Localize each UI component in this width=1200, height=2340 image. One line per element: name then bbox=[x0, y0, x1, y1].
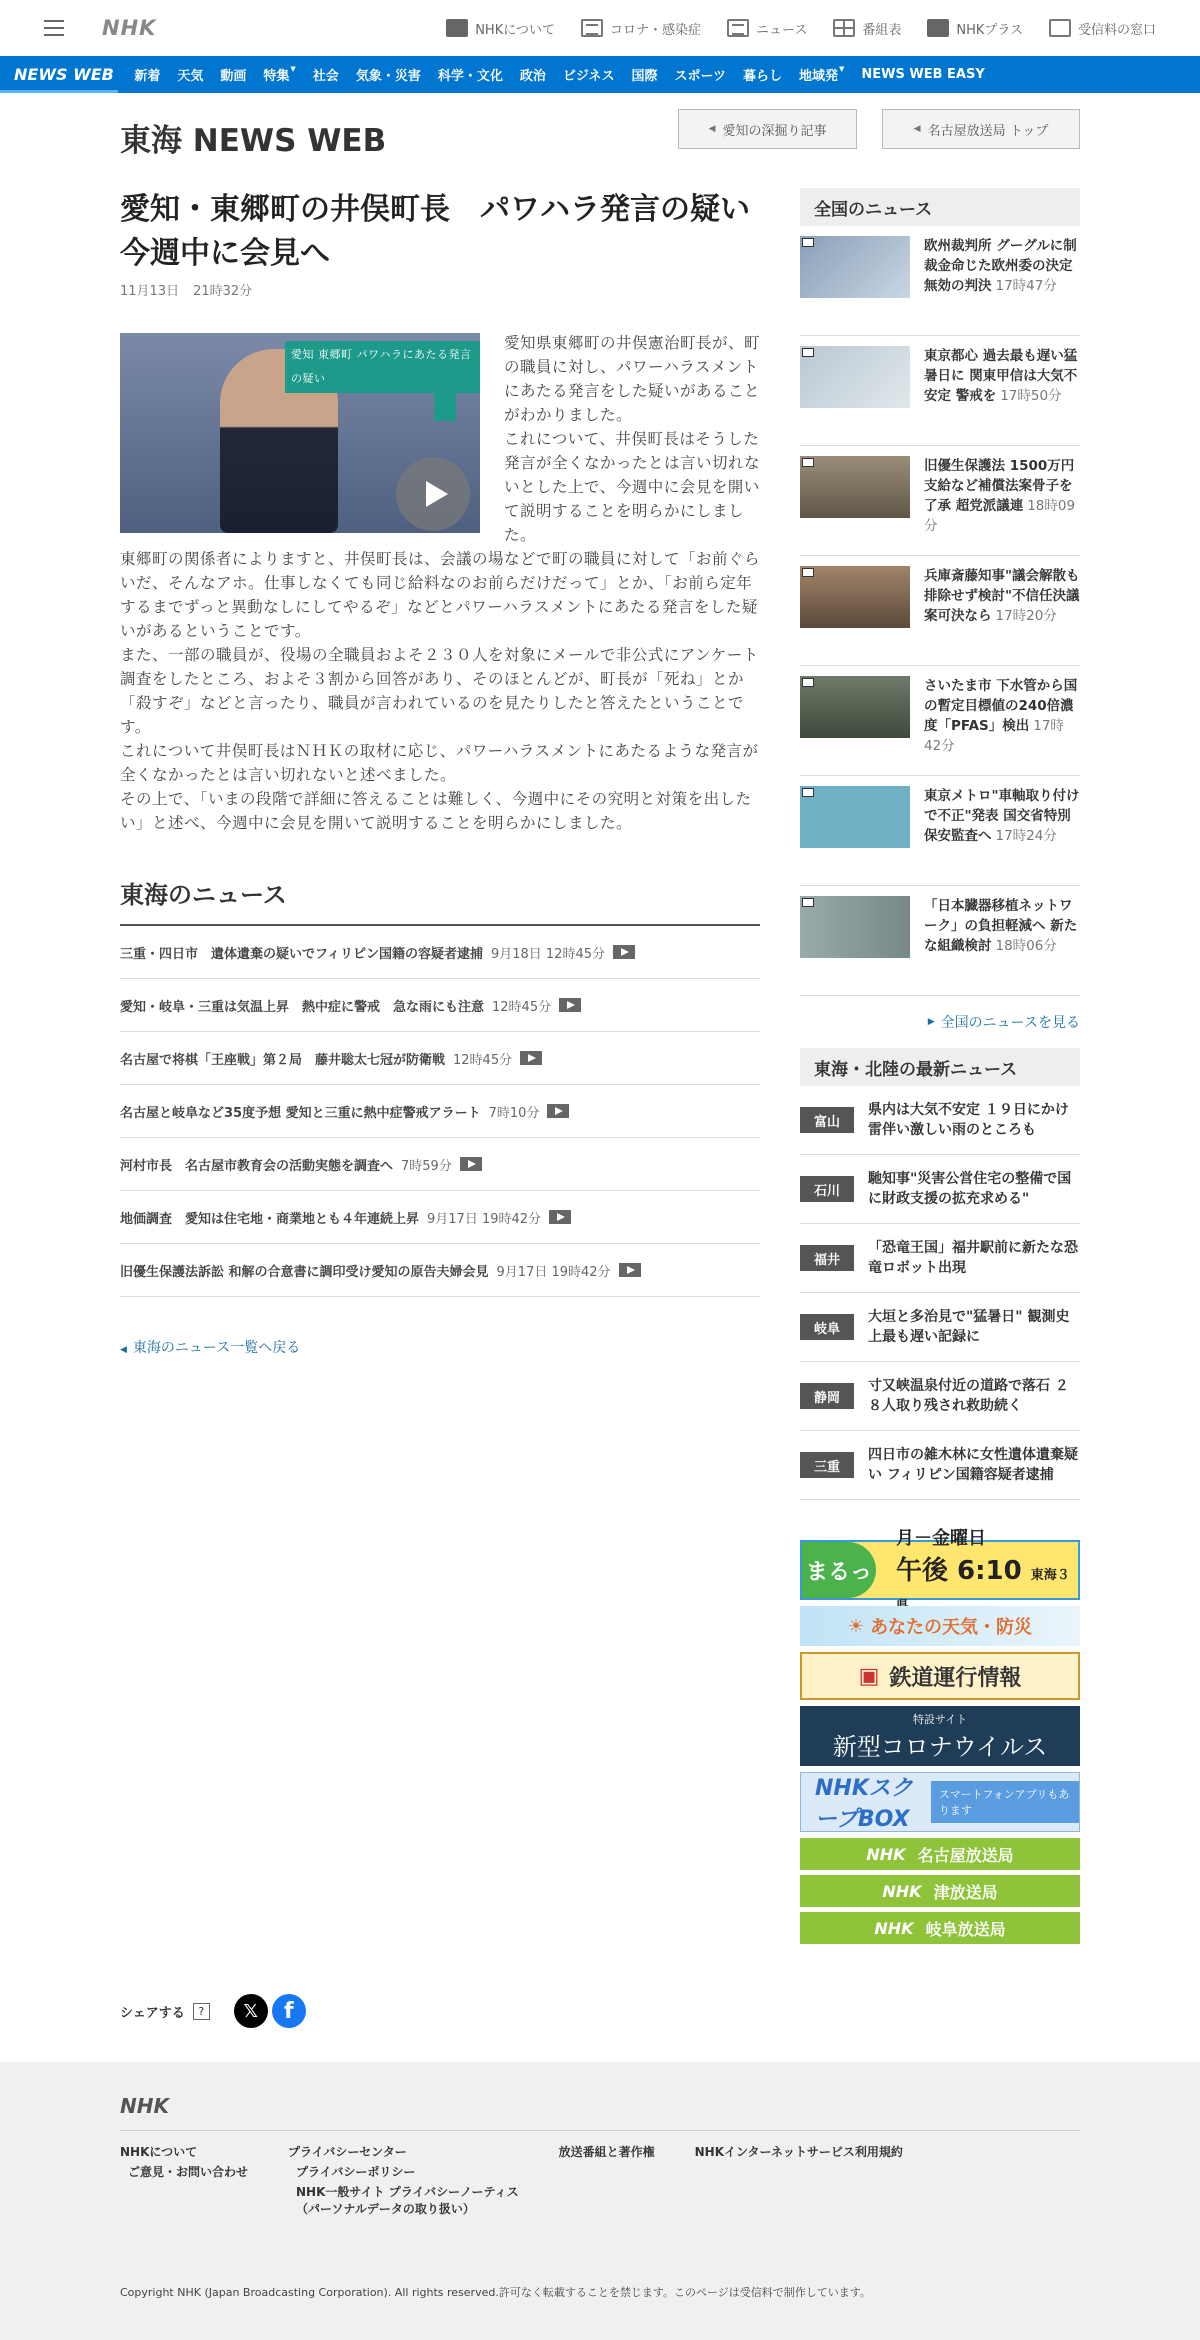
news-icon bbox=[727, 19, 749, 37]
nagoya-station-button[interactable]: ◀ 名古屋放送局 トップ bbox=[882, 109, 1080, 149]
article-paragraph: 愛知県東郷町の井俣憲治町長が、町の職員に対し、パワーハラスメントにあたる発言をした疑いがあることがわかりました。 bbox=[504, 334, 761, 424]
share-bar bbox=[120, 1994, 310, 2028]
news-thumbnail bbox=[800, 566, 910, 628]
footer-link[interactable]: プライバシーセンター bbox=[288, 2145, 407, 2159]
weather-banner[interactable]: ☀ あなたの天気・防災 bbox=[800, 1606, 1080, 1646]
tokai-news-heading: 東海のニュース bbox=[120, 875, 760, 926]
region-header bbox=[0, 93, 1200, 173]
footer-link[interactable]: ご意見・お問い合わせ bbox=[128, 2165, 249, 2179]
nav-item[interactable]: 科学・文化 bbox=[437, 69, 503, 84]
toplink-plus[interactable]: NHKプラス bbox=[927, 19, 1023, 38]
prefecture-badge: 静岡 bbox=[800, 1383, 854, 1409]
news-thumbnail bbox=[800, 676, 910, 738]
see-all-national-link[interactable]: ▶ 全国のニュースを見る bbox=[927, 1015, 1080, 1031]
back-to-list-link[interactable]: ◀ 東海のニュース一覧へ戻る bbox=[120, 1340, 301, 1356]
corona-icon bbox=[581, 19, 603, 37]
footer-link[interactable]: プライバシーポリシー bbox=[296, 2165, 416, 2179]
nav-brand[interactable]: NEWS WEB bbox=[14, 65, 114, 84]
aichi-feature-button[interactable]: ◀ 愛知の深掘り記事 bbox=[678, 109, 857, 149]
news-thumbnail bbox=[800, 456, 910, 518]
toplink-fee[interactable]: 受信料の窓口 bbox=[1049, 19, 1156, 38]
arrow-right-icon: ▶ bbox=[927, 1017, 935, 1027]
video-icon bbox=[802, 898, 814, 907]
nhk-logo[interactable]: NHK bbox=[102, 16, 157, 40]
nhk-icon bbox=[446, 19, 468, 37]
footer-col bbox=[120, 2143, 248, 2217]
article-paragraph: また、一部の職員が、役場の全職員およそ２３０人を対象にメールで非公式にアンケート調査をしたところ、およそ３割から回答があり、そのほとんどが、町長が「死ね」とか「殺すぞ」などと言ったり、職員が言われているのを見たりしたと答えたということです。 bbox=[120, 646, 759, 736]
article-video[interactable] bbox=[120, 333, 480, 533]
news-thumbnail bbox=[800, 896, 910, 958]
video-icon bbox=[802, 458, 814, 467]
video-icon bbox=[802, 348, 814, 357]
top-bar bbox=[0, 0, 1200, 56]
dropdown-icon: ▼ bbox=[839, 65, 845, 73]
footer-col bbox=[695, 2143, 903, 2217]
region-title[interactable]: 東海 NEWS WEB bbox=[120, 123, 387, 159]
nav-item[interactable]: 社会 bbox=[312, 69, 339, 84]
list-item[interactable]: 旧優生保護法訴訟 和解の合意書に調印受け愛知の原告夫婦会見 9月17日 19時42分 bbox=[120, 1244, 760, 1297]
footer bbox=[0, 2062, 1200, 2340]
regional-news-item[interactable]: 三重 四日市の雑木林に女性遺体遺棄疑い フィリピン国籍容疑者逮捕 bbox=[800, 1431, 1080, 1500]
list-item[interactable]: 名古屋と岐阜など35度予想 愛知と三重に熱中症警戒アラート 7時10分 bbox=[120, 1085, 760, 1138]
fee-icon bbox=[1049, 19, 1071, 37]
tokai-news-list bbox=[120, 926, 760, 1297]
prefecture-badge: 富山 bbox=[800, 1107, 854, 1133]
news-thumbnail bbox=[800, 346, 910, 408]
schedule-icon bbox=[833, 19, 855, 37]
list-item[interactable]: 三重・四日市 遺体遺棄の疑いでフィリピン国籍の容疑者逮捕 9月18日 12時45分 bbox=[120, 926, 760, 979]
video-icon bbox=[559, 998, 581, 1012]
nav-item[interactable]: 国際 bbox=[631, 69, 658, 84]
x-share-icon[interactable]: 𝕏 bbox=[234, 1994, 268, 2028]
nav-item[interactable]: ビジネス bbox=[562, 69, 615, 84]
article-paragraph: これについて、井俣町長はそうした発言が全くなかったとは言い切れないとした上で、今週中に会見を開いて説明することを明らかにしました。 bbox=[504, 430, 761, 544]
article-paragraph: その上で、「いまの段階で詳細に答えることは難しく、今週中にその究明と対策を出したい」と述べ、今週中に会見を開いて説明することを明らかにしました。 bbox=[120, 790, 752, 832]
footer-link[interactable]: NHKについて bbox=[120, 2145, 198, 2159]
plus-icon bbox=[927, 19, 949, 37]
nav-item-dropdown[interactable]: 地域発▼ bbox=[799, 65, 845, 84]
video-icon bbox=[613, 945, 635, 959]
nav-item[interactable]: 暮らし bbox=[742, 69, 782, 84]
dropdown-icon: ▼ bbox=[290, 65, 296, 73]
national-news-item[interactable]: 欧州裁判所 グーグルに制裁金命じた欧州委の決定無効の判決 17時47分 bbox=[800, 226, 1080, 336]
banner-list bbox=[800, 1527, 1080, 1944]
nav-item[interactable]: 天気 bbox=[177, 69, 204, 84]
video-icon bbox=[802, 678, 814, 687]
article-paragraph: 東郷町の関係者によりますと、井俣町長は、会議の場などで町の職員に対して「お前ぐらいだ、そんなアホ。仕事しなくても同じ給料なのお前らだけだって」とか、「お前ら定年するまでずっと異動なしにしてやるぞ」などとパワーハラスメントにあたる発言をした疑いがあるということです。 bbox=[120, 550, 761, 640]
prefecture-badge: 岐阜 bbox=[800, 1314, 854, 1340]
video-icon bbox=[619, 1263, 641, 1277]
video-icon bbox=[802, 238, 814, 247]
list-item[interactable]: 愛知・岐阜・三重は気温上昇 熱中症に警戒 急な雨にも注意 12時45分 bbox=[120, 979, 760, 1032]
national-news-item[interactable]: 旧優生保護法 1500万円支給など補償法案骨子を了承 超党派議連 18時09分 bbox=[800, 446, 1080, 556]
nav-item[interactable]: 気象・災害 bbox=[355, 69, 421, 84]
news-thumbnail bbox=[800, 786, 910, 848]
nav-item-dropdown[interactable]: 特集▼ bbox=[263, 65, 296, 84]
article-title: 愛知・東郷町の井俣町長 パワハラ発言の疑い 今週中に会見へ bbox=[120, 192, 780, 271]
footer-link[interactable]: NHK一般サイト プライバシーノーティス bbox=[296, 2185, 519, 2199]
regional-news-item[interactable]: 石川 馳知事"災害公営住宅の整備で国に財政支援の拡充求める" bbox=[800, 1155, 1080, 1224]
nav-item[interactable]: スポーツ bbox=[674, 69, 726, 84]
arrow-left-icon: ◀ bbox=[708, 124, 716, 134]
station-banner-gifu[interactable]: NHK 岐阜放送局 bbox=[800, 1912, 1080, 1944]
toplink-news[interactable]: ニュース bbox=[727, 19, 807, 38]
article-date: 11月13日 21時32分 bbox=[120, 284, 253, 299]
video-icon bbox=[802, 788, 814, 797]
corona-banner[interactable]: 特設サイト 新型コロナウイルス bbox=[800, 1706, 1080, 1766]
railway-banner[interactable]: ▣ 鉄道運行情報 bbox=[800, 1652, 1080, 1700]
maruo-banner[interactable]: まるっ 月－金曜日 午後 6:10 東海３ bbox=[800, 1540, 1080, 1600]
copyright: Copyright NHK (Japan Broadcasting Corporation). All rights reserved.許可なく転載することを禁じます。このページは受信料で制作しています。 bbox=[120, 2286, 871, 2299]
national-news-item[interactable]: 東京メトロ"車軸取り付けで不正"発表 国交省特別保安監査へ 17時24分 bbox=[800, 776, 1080, 886]
regional-news-item[interactable]: 静岡 寸又峡温泉付近の道路で落石 ２８人取り残され救助続く bbox=[800, 1362, 1080, 1431]
train-icon: ▣ bbox=[858, 1663, 880, 1689]
national-news-item[interactable]: 「日本臓器移植ネットワーク」の負担軽減へ 新たな組織検討 18時06分 bbox=[800, 886, 1080, 996]
nav-item[interactable]: 新着 bbox=[134, 69, 161, 84]
prefecture-badge: 三重 bbox=[800, 1452, 854, 1478]
video-icon bbox=[549, 1210, 571, 1224]
national-news-heading: 全国のニュース bbox=[800, 188, 1080, 226]
regional-news-item[interactable]: 岐阜 大垣と多治見で"猛暑日" 観測史上最も遅い記録に bbox=[800, 1293, 1080, 1362]
list-item[interactable]: 名古屋で将棋「王座戦」第２局 藤井聡太七冠が防衛戦 12時45分 bbox=[120, 1032, 760, 1085]
sun-cloud-icon: ☀ bbox=[847, 1615, 865, 1637]
video-icon bbox=[520, 1051, 542, 1065]
station-banner-nagoya[interactable]: NHK 名古屋放送局 bbox=[800, 1838, 1080, 1870]
footer-col bbox=[559, 2143, 655, 2217]
toplink-about[interactable]: NHKについて bbox=[446, 19, 555, 38]
arrow-left-icon: ◀ bbox=[120, 1345, 127, 1355]
nav-item[interactable]: NEWS WEB EASY bbox=[861, 67, 985, 82]
prefecture-badge: 石川 bbox=[800, 1176, 854, 1202]
arrow-left-icon: ◀ bbox=[913, 124, 921, 134]
main-nav bbox=[0, 56, 1200, 93]
video-icon bbox=[802, 568, 814, 577]
list-item[interactable]: 地価調査 愛知は住宅地・商業地とも４年連続上昇 9月17日 19時42分 bbox=[120, 1191, 760, 1244]
prefecture-badge: 福井 bbox=[800, 1245, 854, 1271]
article-body bbox=[120, 299, 760, 835]
video-icon bbox=[547, 1104, 569, 1118]
toplink-corona[interactable]: コロナ・感染症 bbox=[581, 19, 701, 38]
article-paragraph: これについて井俣町長はＮＨＫの取材に応じ、パワーハラスメントにあたるような発言が全くなかったとは言い切れないと述べました。 bbox=[120, 742, 759, 784]
nav-item[interactable]: 政治 bbox=[519, 69, 546, 84]
footer-link[interactable]: NHKインターネットサービス利用規約 bbox=[694, 2145, 903, 2159]
national-news-item[interactable]: さいたま市 下水管から国の暫定目標値の240倍濃度「PFAS」検出 17時42分 bbox=[800, 666, 1080, 776]
footer-col bbox=[288, 2143, 519, 2217]
list-item[interactable]: 河村市長 名古屋市教育会の活動実態を調査へ 7時59分 bbox=[120, 1138, 760, 1191]
regional-news-item[interactable]: 福井 「恐竜王国」福井駅前に新たな恐竜ロボット出現 bbox=[800, 1224, 1080, 1293]
regional-news-item[interactable]: 富山 県内は大気不安定 １９日にかけ雷伴い激しい雨のところも bbox=[800, 1086, 1080, 1155]
play-icon[interactable] bbox=[396, 457, 470, 531]
footer-link[interactable]: （パーソナルデータの取り扱い） bbox=[296, 2202, 475, 2216]
regional-news-heading: 東海・北陸の最新ニュース bbox=[800, 1048, 1080, 1086]
toplink-schedule[interactable]: 番組表 bbox=[833, 19, 901, 38]
maruo-logo: まるっ bbox=[802, 1542, 876, 1598]
station-banner-tsu[interactable]: NHK 津放送局 bbox=[800, 1875, 1080, 1907]
news-thumbnail bbox=[800, 236, 910, 298]
video-name-badge bbox=[434, 361, 456, 421]
share-label: シェアする bbox=[120, 2005, 185, 2021]
menu-icon[interactable] bbox=[44, 20, 64, 36]
national-news-item[interactable]: 兵庫斎藤知事"議会解散も排除せず検討"不信任決議案可決なら 17時20分 bbox=[800, 556, 1080, 666]
article-column bbox=[120, 188, 780, 1357]
scoop-box-banner[interactable]: NHKスクープBOX スマートフォンアプリもあります bbox=[800, 1772, 1080, 1832]
footer-link[interactable]: 放送番組と著作権 bbox=[558, 2145, 655, 2159]
help-icon[interactable]: ? bbox=[193, 2003, 210, 2020]
sidebar bbox=[800, 188, 1080, 1949]
footer-logo[interactable]: NHK bbox=[120, 2094, 1080, 2131]
nav-item[interactable]: 動画 bbox=[220, 69, 247, 84]
national-news-item[interactable]: 東京都心 過去最も遅い猛暑日に 関東甲信は大気不安定 警戒を 17時50分 bbox=[800, 336, 1080, 446]
video-caption: 愛知 東郷町 パワハラにあたる発言の疑い bbox=[285, 341, 480, 393]
video-icon bbox=[460, 1157, 482, 1171]
facebook-share-icon[interactable]: f bbox=[272, 1994, 306, 2028]
